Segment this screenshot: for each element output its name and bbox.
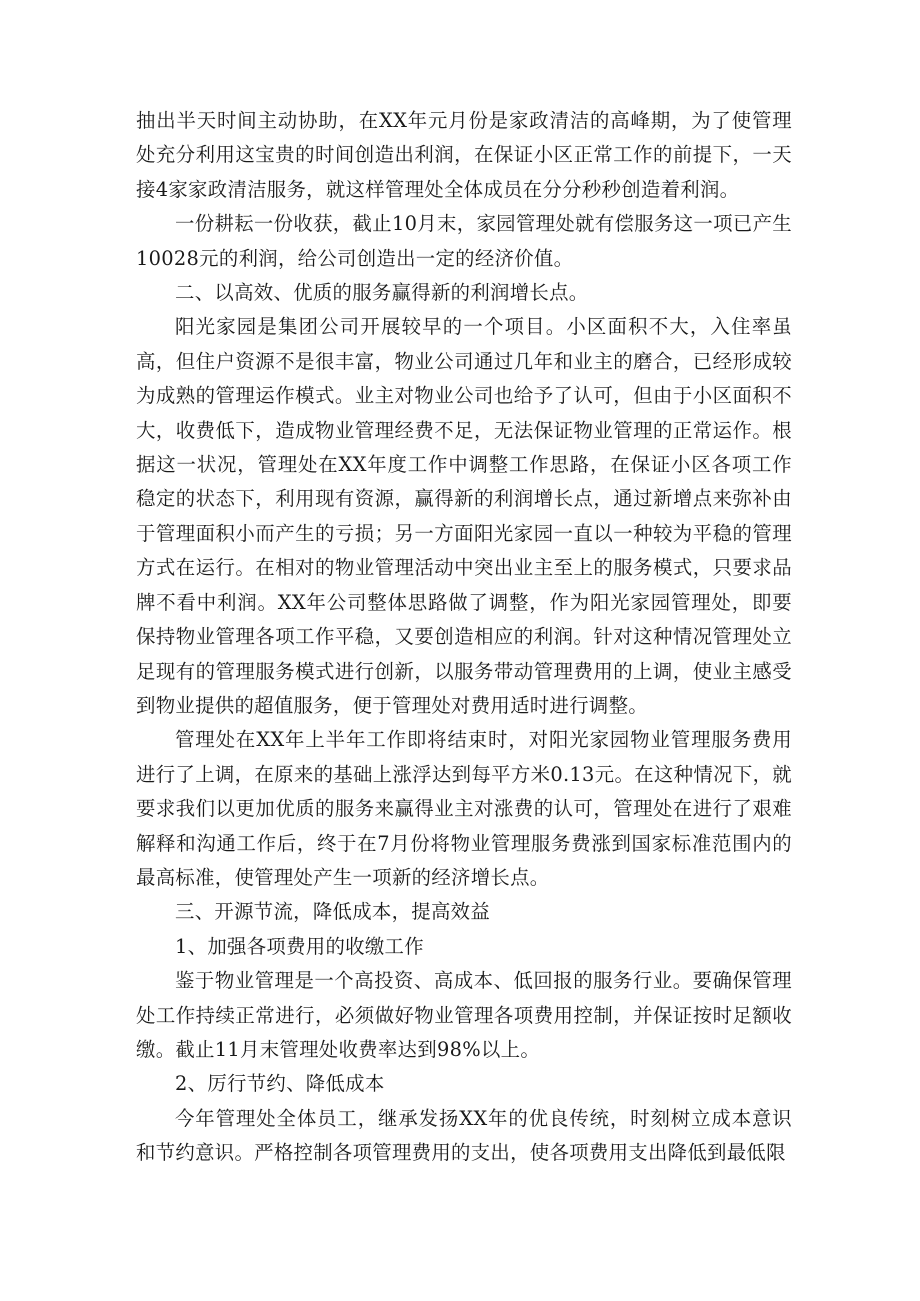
subheading-1: 1、加强各项费用的收缴工作 — [175, 934, 424, 958]
paragraph-4: 管理处在XX年上半年工作即将结束时，对阳光家园物业管理服务费用进行了上调，在原来的基础上涨浮达到每平方米0.13元。在这种情况下，就要求我们以更加优质的服务来赢得业主对涨费的认可，管理处在进行了艰难解释和沟通工作后，终于在7月份将物业管理服务费涨到国家标准范围内的最高标准，使管理处产生一项新的经济增长点。 — [136, 728, 792, 889]
subheading-2: 2、厉行节约、降低成本 — [175, 1072, 385, 1096]
paragraph-2: 一份耕耘一份收获，截止10月末，家园管理处就有偿服务这一项已产生10028元的利润，给公司创造出一定的经济价值。 — [136, 212, 792, 270]
paragraph-5: 鉴于物业管理是一个高投资、高成本、低回报的服务行业。要确保管理处工作持续正常进行，必须做好物业管理各项费用控制，并保证按时足额收缴。截止11月末管理处收费率达到98%以上。 — [136, 969, 792, 1061]
paragraph-3: 阳光家园是集团公司开展较早的一个项目。小区面积不大，入住率虽高，但住户资源不是很丰富，物业公司通过几年和业主的磨合，已经形成较为成熟的管理运作模式。业主对物业公司也给予了认可，但由于小区面积不大，收费低下，造成物业管理经费不足，无法保证物业管理的正常运作。根据这一状况，管理处在XX年度工作中调整工作思路，在保证小区各项工作稳定的状态下，利用现有资源，赢得新的利润增长点，通过新增点来弥补由于管理面积小而产生的亏损；另一方面阳光家园一直以一种较为平稳的管理方式在运行。在相对的物业管理活动中突出业主至上的服务模式，只要求品牌不看中利润。XX年公司整体思路做了调整，作为阳光家园管理处，即要保持物业管理各项工作平稳，又要创造相应的利润。针对这种情况管理处立足现有的管理服务模式进行创新，以服务带动管理费用的上调，使业主感受到物业提供的超值服务，便于管理处对费用适时进行调整。 — [136, 315, 792, 717]
section-heading-2: 二、以高效、优质的服务赢得新的利润增长点。 — [175, 281, 589, 305]
document-body — [136, 104, 792, 1171]
paragraph-1: 抽出半天时间主动协助，在XX年元月份是家政清洁的高峰期，为了使管理处充分利用这宝贵的时间创造出利润，在保证小区正常工作的前提下，一天接4家家政清洁服务，就这样管理处全体成员在分分秒秒创造着利润。 — [136, 109, 792, 201]
section-heading-3: 三、开源节流，降低成本，提高效益 — [175, 900, 491, 924]
paragraph-6: 今年管理处全体员工，继承发扬XX年的优良传统，时刻树立成本意识和节约意识。严格控制各项管理费用的支出，使各项费用支出降低到最低限 — [136, 1106, 792, 1165]
